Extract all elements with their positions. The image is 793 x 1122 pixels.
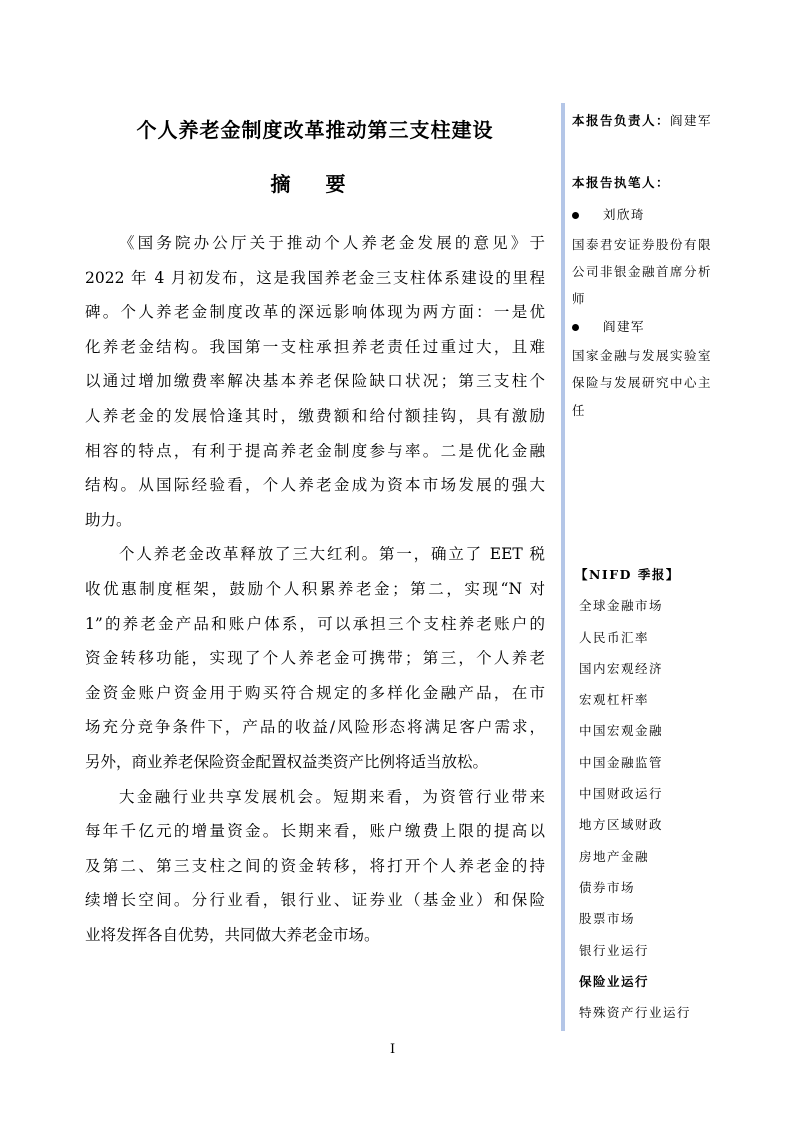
nifd-item[interactable]: 特殊资产行业运行 — [579, 1005, 692, 1021]
paragraph-line: 人养老金的发展恰逢其时，缴费额和给付额挂钩，具有激励 — [85, 406, 545, 425]
nifd-item[interactable]: 国内宏观经济 — [579, 660, 664, 676]
paragraph-line: 续增长空间。分行业看，银行业、证券业（基金业）和保险 — [85, 891, 545, 910]
paragraph-line: 相容的特点，有利于提高养老金制度参与率。二是优化金融 — [85, 441, 545, 460]
nifd-item[interactable]: 保险业运行 — [579, 973, 650, 989]
abstract-heading: 摘 要 — [270, 172, 360, 196]
paragraph-line: 1”的养老金产品和账户体系，可以承担三个支柱养老账户的 — [85, 614, 545, 633]
responsible-name: 阎建军 — [670, 113, 713, 128]
nifd-item[interactable]: 房地产金融 — [579, 848, 650, 864]
nifd-item[interactable]: 中国财政运行 — [579, 786, 664, 802]
paragraph-line: 2022 年 4 月初发布，这是我国养老金三支柱体系建设的里程 — [85, 268, 545, 287]
authors-label: 本报告执笔人： — [572, 175, 671, 190]
responsible-label: 本报告负责人： — [572, 113, 671, 128]
nifd-item[interactable]: 宏观杠杆率 — [579, 692, 650, 708]
author-affiliation: 国泰君安证券股份有限 — [572, 237, 713, 252]
paragraph-line: 助力。 — [85, 510, 132, 529]
paragraph-line: 结构。从国际经验看，个人养老金成为资本市场发展的强大 — [85, 476, 545, 495]
bullet-icon — [572, 212, 579, 219]
paragraph-line: 以通过增加缴费率解决基本养老保险缺口状况；第三支柱个 — [85, 372, 545, 391]
page-number: I — [390, 1042, 396, 1057]
nifd-item[interactable]: 股票市场 — [579, 911, 636, 927]
author-affiliation: 国家金融与发展实验室 — [572, 348, 713, 363]
nifd-title: 【NIFD 季报】 — [575, 567, 680, 582]
paragraph-line: 《国务院办公厅关于推动个人养老金发展的意见》于 — [119, 234, 545, 252]
nifd-item[interactable]: 全球金融市场 — [579, 598, 664, 614]
nifd-item[interactable]: 银行业运行 — [579, 942, 650, 958]
paragraph-line: 收优惠制度框架，鼓励个人积累养老金；第二，实现“N 对 — [85, 579, 545, 598]
paragraph-line: 碑。个人养老金制度改革的深远影响体现为两方面：一是优 — [85, 303, 545, 322]
paragraph-line: 金资金账户资金用于购买符合规定的多样化金融产品，在市 — [85, 683, 545, 702]
author-affiliation: 保险与发展研究中心主 — [572, 375, 713, 390]
paragraph-line: 大金融行业共享发展机会。短期来看，为资管行业带来 — [119, 787, 545, 806]
bullet-icon — [572, 324, 579, 331]
abstract-body — [85, 230, 545, 956]
author-affiliation: 公司非银金融首席分析 — [572, 264, 713, 279]
paragraph-line: 另外，商业养老保险资金配置权益类资产比例将适当放松。 — [85, 752, 489, 771]
author-name — [572, 206, 645, 224]
author-name-text: 刘欣琦 — [603, 207, 646, 222]
paragraph-line: 业将发挥各自优势，共同做大养老金市场。 — [85, 925, 380, 944]
paragraph-line: 个人养老金改革释放了三大红利。第一，确立了 EET 税 — [119, 545, 545, 564]
paragraph-line: 化养老金结构。我国第一支柱承担养老责任过重过大，且难 — [85, 337, 545, 356]
nifd-item[interactable]: 中国宏观金融 — [579, 723, 664, 739]
report-title: 个人养老金制度改革推动第三支柱建设 — [136, 118, 494, 142]
nifd-item[interactable]: 人民币汇率 — [579, 629, 650, 645]
paragraph-line: 及第二、第三支柱之间的资金转移，将打开个人养老金的持 — [85, 856, 545, 875]
nifd-item[interactable]: 债券市场 — [579, 879, 636, 895]
nifd-item[interactable]: 地方区域财政 — [579, 817, 664, 833]
paragraph-line: 场充分竞争条件下，产品的收益/风险形态将满足客户需求， — [85, 718, 545, 737]
nifd-item[interactable]: 中国金融监管 — [579, 754, 664, 770]
paragraph-line: 每年千亿元的增量资金。长期来看，账户缴费上限的提高以 — [85, 822, 545, 841]
responsible-line — [572, 112, 712, 130]
paragraph-line: 资金转移功能，实现了个人养老金可携带；第三，个人养老 — [85, 649, 545, 668]
sidebar-divider — [561, 103, 565, 1031]
author-name-text: 阎建军 — [603, 319, 646, 334]
nifd-list — [575, 566, 691, 1035]
author-name — [572, 318, 645, 336]
author-affiliation: 任 — [572, 403, 587, 418]
author-affiliation: 师 — [572, 291, 587, 306]
